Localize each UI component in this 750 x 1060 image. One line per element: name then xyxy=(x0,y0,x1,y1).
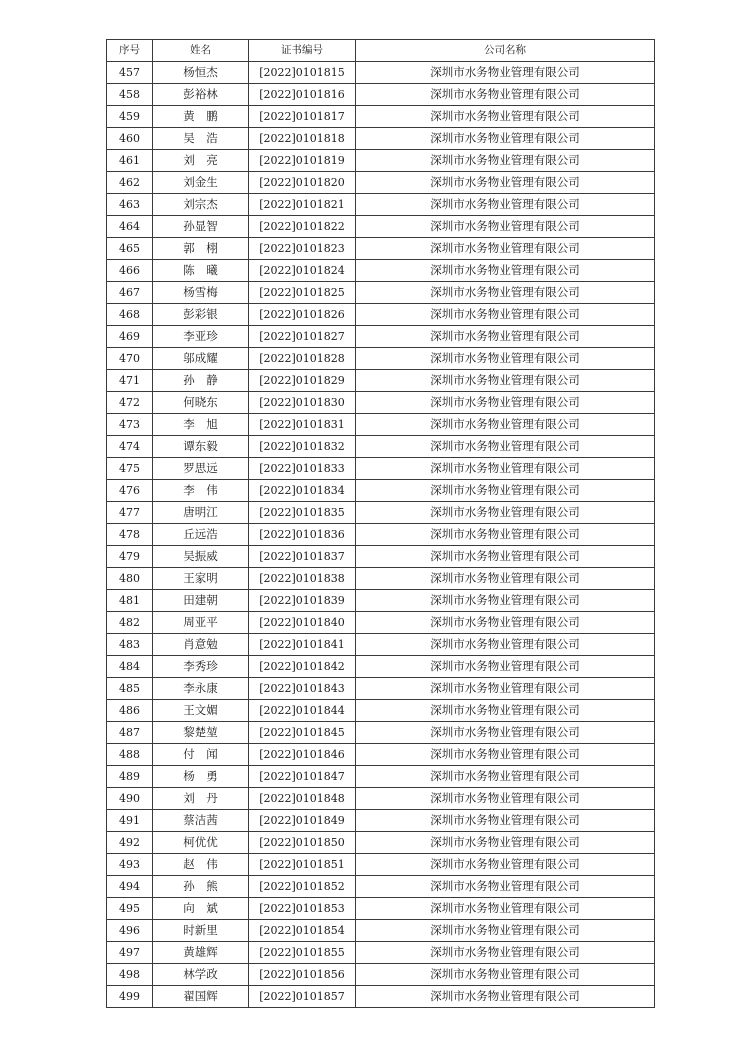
table-row xyxy=(107,744,655,766)
cell-certificate-number: [2022]0101821 xyxy=(249,194,356,216)
cell-name: 杨恒杰 xyxy=(153,62,249,84)
cell-name: 付 闻 xyxy=(153,744,249,766)
table-row xyxy=(107,150,655,172)
cell-serial-number: 475 xyxy=(107,458,153,480)
cell-certificate-number: [2022]0101845 xyxy=(249,722,356,744)
cell-company-name: 深圳市水务物业管理有限公司 xyxy=(356,678,655,700)
header-company-name: 公司名称 xyxy=(356,40,655,62)
table-row xyxy=(107,942,655,964)
cell-serial-number: 490 xyxy=(107,788,153,810)
cell-name: 杨 勇 xyxy=(153,766,249,788)
cell-name: 刘 丹 xyxy=(153,788,249,810)
table-row xyxy=(107,370,655,392)
cell-name: 郭 栩 xyxy=(153,238,249,260)
cell-serial-number: 480 xyxy=(107,568,153,590)
cell-company-name: 深圳市水务物业管理有限公司 xyxy=(356,502,655,524)
cell-company-name: 深圳市水务物业管理有限公司 xyxy=(356,348,655,370)
cell-certificate-number: [2022]0101815 xyxy=(249,62,356,84)
cell-name: 时新里 xyxy=(153,920,249,942)
cell-certificate-number: [2022]0101850 xyxy=(249,832,356,854)
cell-company-name: 深圳市水务物业管理有限公司 xyxy=(356,634,655,656)
cell-name: 李 旭 xyxy=(153,414,249,436)
cell-name: 黄雄辉 xyxy=(153,942,249,964)
cell-serial-number: 485 xyxy=(107,678,153,700)
table-row xyxy=(107,546,655,568)
cell-certificate-number: [2022]0101837 xyxy=(249,546,356,568)
table-header xyxy=(107,40,655,62)
cell-company-name: 深圳市水务物业管理有限公司 xyxy=(356,62,655,84)
cell-company-name: 深圳市水务物业管理有限公司 xyxy=(356,128,655,150)
cell-company-name: 深圳市水务物业管理有限公司 xyxy=(356,898,655,920)
cell-company-name: 深圳市水务物业管理有限公司 xyxy=(356,238,655,260)
cell-serial-number: 486 xyxy=(107,700,153,722)
cell-serial-number: 467 xyxy=(107,282,153,304)
cell-certificate-number: [2022]0101853 xyxy=(249,898,356,920)
cell-serial-number: 464 xyxy=(107,216,153,238)
cell-serial-number: 498 xyxy=(107,964,153,986)
table-row xyxy=(107,524,655,546)
cell-certificate-number: [2022]0101843 xyxy=(249,678,356,700)
cell-name: 吴 浩 xyxy=(153,128,249,150)
cell-name: 彭裕林 xyxy=(153,84,249,106)
cell-name: 刘 亮 xyxy=(153,150,249,172)
header-serial-number: 序号 xyxy=(107,40,153,62)
cell-serial-number: 468 xyxy=(107,304,153,326)
cell-name: 王文媚 xyxy=(153,700,249,722)
cell-name: 王家明 xyxy=(153,568,249,590)
table-row xyxy=(107,348,655,370)
cell-serial-number: 479 xyxy=(107,546,153,568)
cell-certificate-number: [2022]0101838 xyxy=(249,568,356,590)
table-row xyxy=(107,832,655,854)
cell-company-name: 深圳市水务物业管理有限公司 xyxy=(356,568,655,590)
table-row xyxy=(107,304,655,326)
cell-certificate-number: [2022]0101856 xyxy=(249,964,356,986)
cell-serial-number: 474 xyxy=(107,436,153,458)
table-row xyxy=(107,920,655,942)
cell-serial-number: 466 xyxy=(107,260,153,282)
cell-serial-number: 494 xyxy=(107,876,153,898)
table-row xyxy=(107,238,655,260)
cell-name: 吴振威 xyxy=(153,546,249,568)
cell-company-name: 深圳市水务物业管理有限公司 xyxy=(356,326,655,348)
cell-name: 田建朝 xyxy=(153,590,249,612)
table-row xyxy=(107,722,655,744)
table-row xyxy=(107,194,655,216)
table-row xyxy=(107,326,655,348)
cell-certificate-number: [2022]0101854 xyxy=(249,920,356,942)
table-row xyxy=(107,700,655,722)
cell-name: 刘宗杰 xyxy=(153,194,249,216)
cell-company-name: 深圳市水务物业管理有限公司 xyxy=(356,656,655,678)
cell-certificate-number: [2022]0101834 xyxy=(249,480,356,502)
cell-name: 翟国辉 xyxy=(153,986,249,1008)
cell-company-name: 深圳市水务物业管理有限公司 xyxy=(356,480,655,502)
cell-serial-number: 493 xyxy=(107,854,153,876)
cell-certificate-number: [2022]0101829 xyxy=(249,370,356,392)
cell-certificate-number: [2022]0101835 xyxy=(249,502,356,524)
table-row xyxy=(107,106,655,128)
cell-name: 谭东毅 xyxy=(153,436,249,458)
table-row xyxy=(107,84,655,106)
cell-serial-number: 460 xyxy=(107,128,153,150)
header-name: 姓名 xyxy=(153,40,249,62)
cell-certificate-number: [2022]0101841 xyxy=(249,634,356,656)
table-row xyxy=(107,392,655,414)
cell-certificate-number: [2022]0101826 xyxy=(249,304,356,326)
cell-company-name: 深圳市水务物业管理有限公司 xyxy=(356,282,655,304)
cell-company-name: 深圳市水务物业管理有限公司 xyxy=(356,832,655,854)
cell-certificate-number: [2022]0101839 xyxy=(249,590,356,612)
cell-company-name: 深圳市水务物业管理有限公司 xyxy=(356,414,655,436)
cell-certificate-number: [2022]0101836 xyxy=(249,524,356,546)
cell-certificate-number: [2022]0101828 xyxy=(249,348,356,370)
table-row xyxy=(107,458,655,480)
cell-serial-number: 499 xyxy=(107,986,153,1008)
cell-company-name: 深圳市水务物业管理有限公司 xyxy=(356,458,655,480)
cell-company-name: 深圳市水务物业管理有限公司 xyxy=(356,260,655,282)
cell-serial-number: 459 xyxy=(107,106,153,128)
cell-name: 罗思远 xyxy=(153,458,249,480)
cell-name: 孙 熊 xyxy=(153,876,249,898)
cell-company-name: 深圳市水务物业管理有限公司 xyxy=(356,766,655,788)
cell-certificate-number: [2022]0101851 xyxy=(249,854,356,876)
table-row xyxy=(107,502,655,524)
cell-company-name: 深圳市水务物业管理有限公司 xyxy=(356,546,655,568)
table-row xyxy=(107,282,655,304)
cell-certificate-number: [2022]0101857 xyxy=(249,986,356,1008)
cell-certificate-number: [2022]0101832 xyxy=(249,436,356,458)
cell-certificate-number: [2022]0101840 xyxy=(249,612,356,634)
table-row xyxy=(107,876,655,898)
cell-certificate-number: [2022]0101817 xyxy=(249,106,356,128)
cell-certificate-number: [2022]0101847 xyxy=(249,766,356,788)
header-certificate-number: 证书编号 xyxy=(249,40,356,62)
cell-name: 丘远浩 xyxy=(153,524,249,546)
cell-certificate-number: [2022]0101827 xyxy=(249,326,356,348)
cell-name: 唐明江 xyxy=(153,502,249,524)
table-row xyxy=(107,656,655,678)
cell-name: 蔡洁茜 xyxy=(153,810,249,832)
cell-certificate-number: [2022]0101844 xyxy=(249,700,356,722)
cell-name: 彭彩银 xyxy=(153,304,249,326)
cell-serial-number: 473 xyxy=(107,414,153,436)
cell-serial-number: 481 xyxy=(107,590,153,612)
table-row xyxy=(107,986,655,1008)
cell-serial-number: 471 xyxy=(107,370,153,392)
table-row xyxy=(107,898,655,920)
cell-name: 邬成耀 xyxy=(153,348,249,370)
cell-serial-number: 491 xyxy=(107,810,153,832)
cell-certificate-number: [2022]0101842 xyxy=(249,656,356,678)
cell-serial-number: 463 xyxy=(107,194,153,216)
table-row xyxy=(107,810,655,832)
cell-serial-number: 488 xyxy=(107,744,153,766)
cell-company-name: 深圳市水务物业管理有限公司 xyxy=(356,304,655,326)
cell-serial-number: 484 xyxy=(107,656,153,678)
table-row xyxy=(107,678,655,700)
cell-certificate-number: [2022]0101823 xyxy=(249,238,356,260)
cell-name: 李永康 xyxy=(153,678,249,700)
table-row xyxy=(107,216,655,238)
cell-name: 杨雪梅 xyxy=(153,282,249,304)
cell-certificate-number: [2022]0101825 xyxy=(249,282,356,304)
cell-serial-number: 496 xyxy=(107,920,153,942)
cell-serial-number: 476 xyxy=(107,480,153,502)
cell-company-name: 深圳市水务物业管理有限公司 xyxy=(356,810,655,832)
cell-certificate-number: [2022]0101852 xyxy=(249,876,356,898)
cell-name: 林学政 xyxy=(153,964,249,986)
cell-certificate-number: [2022]0101855 xyxy=(249,942,356,964)
cell-name: 孙显智 xyxy=(153,216,249,238)
cell-name: 柯优优 xyxy=(153,832,249,854)
table-row xyxy=(107,568,655,590)
table-row xyxy=(107,590,655,612)
cell-serial-number: 465 xyxy=(107,238,153,260)
cell-company-name: 深圳市水务物业管理有限公司 xyxy=(356,854,655,876)
cell-company-name: 深圳市水务物业管理有限公司 xyxy=(356,194,655,216)
cell-certificate-number: [2022]0101849 xyxy=(249,810,356,832)
cell-serial-number: 472 xyxy=(107,392,153,414)
table-row xyxy=(107,634,655,656)
cell-serial-number: 495 xyxy=(107,898,153,920)
cell-certificate-number: [2022]0101833 xyxy=(249,458,356,480)
cell-serial-number: 478 xyxy=(107,524,153,546)
cell-serial-number: 492 xyxy=(107,832,153,854)
table-row xyxy=(107,788,655,810)
table-row xyxy=(107,172,655,194)
cell-company-name: 深圳市水务物业管理有限公司 xyxy=(356,150,655,172)
cell-company-name: 深圳市水务物业管理有限公司 xyxy=(356,986,655,1008)
cell-serial-number: 487 xyxy=(107,722,153,744)
cell-name: 陈 曦 xyxy=(153,260,249,282)
cell-name: 周亚平 xyxy=(153,612,249,634)
table-row xyxy=(107,766,655,788)
header-row xyxy=(107,40,655,62)
table-row xyxy=(107,414,655,436)
cell-name: 刘金生 xyxy=(153,172,249,194)
cell-certificate-number: [2022]0101831 xyxy=(249,414,356,436)
cell-serial-number: 469 xyxy=(107,326,153,348)
cell-name: 李秀珍 xyxy=(153,656,249,678)
table-row xyxy=(107,62,655,84)
cell-company-name: 深圳市水务物业管理有限公司 xyxy=(356,920,655,942)
cell-company-name: 深圳市水务物业管理有限公司 xyxy=(356,788,655,810)
cell-name: 何晓东 xyxy=(153,392,249,414)
cell-name: 肖意勉 xyxy=(153,634,249,656)
cell-company-name: 深圳市水务物业管理有限公司 xyxy=(356,612,655,634)
cell-name: 黎楚堃 xyxy=(153,722,249,744)
cell-company-name: 深圳市水务物业管理有限公司 xyxy=(356,216,655,238)
cell-company-name: 深圳市水务物业管理有限公司 xyxy=(356,942,655,964)
table-row xyxy=(107,964,655,986)
table-row xyxy=(107,612,655,634)
cell-company-name: 深圳市水务物业管理有限公司 xyxy=(356,744,655,766)
table-row xyxy=(107,480,655,502)
cell-name: 向 斌 xyxy=(153,898,249,920)
cell-certificate-number: [2022]0101846 xyxy=(249,744,356,766)
cell-company-name: 深圳市水务物业管理有限公司 xyxy=(356,392,655,414)
cell-certificate-number: [2022]0101824 xyxy=(249,260,356,282)
cell-serial-number: 457 xyxy=(107,62,153,84)
cell-name: 赵 伟 xyxy=(153,854,249,876)
cell-serial-number: 483 xyxy=(107,634,153,656)
cell-company-name: 深圳市水务物业管理有限公司 xyxy=(356,964,655,986)
cell-company-name: 深圳市水务物业管理有限公司 xyxy=(356,84,655,106)
cell-company-name: 深圳市水务物业管理有限公司 xyxy=(356,590,655,612)
cell-company-name: 深圳市水务物业管理有限公司 xyxy=(356,876,655,898)
cell-serial-number: 477 xyxy=(107,502,153,524)
cell-certificate-number: [2022]0101822 xyxy=(249,216,356,238)
cell-name: 李亚珍 xyxy=(153,326,249,348)
table-row xyxy=(107,436,655,458)
cell-serial-number: 461 xyxy=(107,150,153,172)
table-row xyxy=(107,260,655,282)
cell-certificate-number: [2022]0101818 xyxy=(249,128,356,150)
cell-serial-number: 489 xyxy=(107,766,153,788)
cell-certificate-number: [2022]0101816 xyxy=(249,84,356,106)
cell-certificate-number: [2022]0101819 xyxy=(249,150,356,172)
cell-serial-number: 462 xyxy=(107,172,153,194)
cell-certificate-number: [2022]0101830 xyxy=(249,392,356,414)
table-body xyxy=(107,62,655,1008)
cell-name: 黄 鹏 xyxy=(153,106,249,128)
cell-serial-number: 470 xyxy=(107,348,153,370)
cell-certificate-number: [2022]0101820 xyxy=(249,172,356,194)
table-row xyxy=(107,128,655,150)
cell-company-name: 深圳市水务物业管理有限公司 xyxy=(356,722,655,744)
cell-company-name: 深圳市水务物业管理有限公司 xyxy=(356,436,655,458)
cell-company-name: 深圳市水务物业管理有限公司 xyxy=(356,370,655,392)
cell-name: 李 伟 xyxy=(153,480,249,502)
certificate-table xyxy=(106,39,655,1008)
cell-company-name: 深圳市水务物业管理有限公司 xyxy=(356,172,655,194)
cell-company-name: 深圳市水务物业管理有限公司 xyxy=(356,524,655,546)
cell-serial-number: 482 xyxy=(107,612,153,634)
cell-company-name: 深圳市水务物业管理有限公司 xyxy=(356,700,655,722)
cell-certificate-number: [2022]0101848 xyxy=(249,788,356,810)
cell-name: 孙 静 xyxy=(153,370,249,392)
cell-company-name: 深圳市水务物业管理有限公司 xyxy=(356,106,655,128)
table-row xyxy=(107,854,655,876)
cell-serial-number: 458 xyxy=(107,84,153,106)
cell-serial-number: 497 xyxy=(107,942,153,964)
